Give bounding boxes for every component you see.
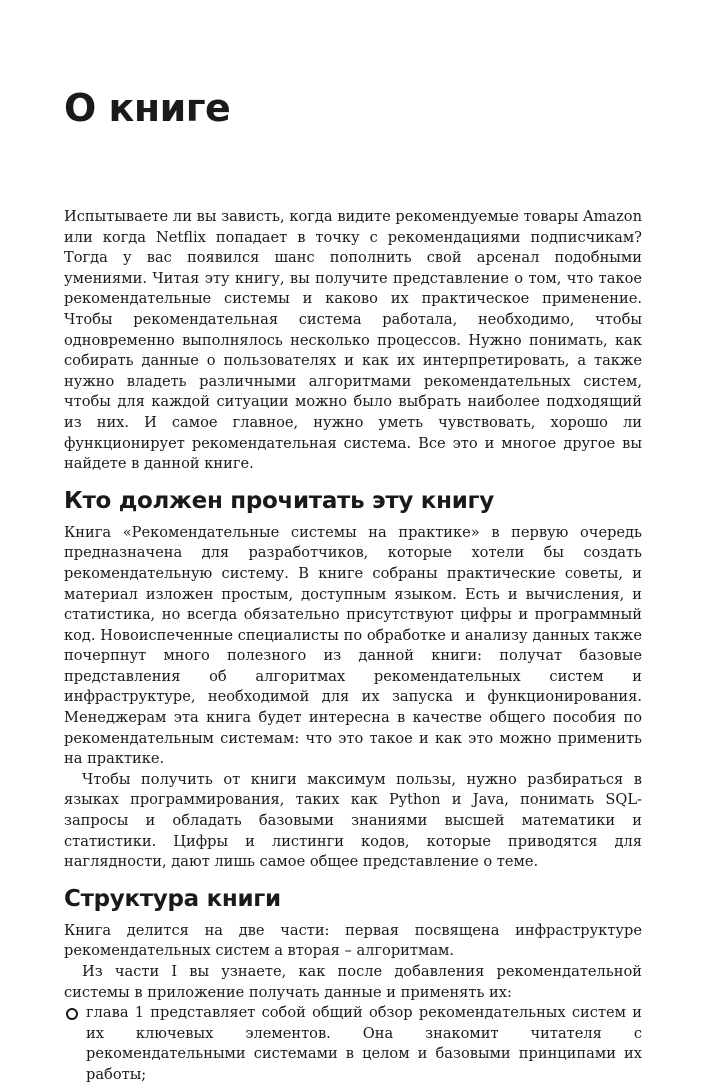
list-item <box>64 1003 642 1085</box>
intro-paragraph: Испытываете ли вы зависть, когда видите рекомендуемые товары Amazon или когда Netflix попадает в точку с рекомендациями подписчикам? Тогда у вас появился шанс пополнить свой арсенал подобными умениями. Читая эту книгу, вы получите представление о том, что такое рекомендательные системы и каково их практическое применение. Чтобы рекомендательная система работала, необходимо, чтобы одновременно выполнялось несколько процессов. Нужно понимать, как собирать данные о пользователях и как их интерпретировать, а также нужно владеть различными алгоритмами рекомендательных систем, чтобы для каждой ситуации можно было выбрать наиболее подходящий из них. И самое главное, нужно уметь чувствовать, хорошо ли функционирует рекомендательная система. Все это и многое другое вы найдете в данной книге. <box>64 208 642 473</box>
audience-paragraph-2: Чтобы получить от книги максимум пользы, нужно разбираться в языках программирования, таких как Python и Java, понимать SQL-запросы и обладать базовыми знаниями высшей математики и статистики. Цифры и листинги кодов, которые приводятся для наглядности, дают лишь самое общее представление о теме. <box>64 770 642 871</box>
body-flow <box>64 207 642 1086</box>
structure-paragraph-2: Из части I вы узнаете, как после добавления рекомендательной системы в приложение получать данные и применять их: <box>64 963 642 1001</box>
circle-bullet-icon <box>66 1008 78 1020</box>
structure-heading: Структура книги <box>64 885 281 912</box>
chapter-title: О книге <box>64 86 231 130</box>
audience-paragraph-1: Книга «Рекомендательные системы на практике» в первую очередь предназначена для разработчиков, которые хотели бы создать рекомендательную систему. В книге собраны практические советы, и материал изложен простым, доступным языком. Есть и вычисления, и статистика, но всегда обязательно присутствуют цифры и программный код. Новоиспеченные специалисты по обработке и анализу данных также почерпнут много полезного из данной книги: получат базовые представления об алгоритмах рекомендательных систем и инфраструктуре, необходимой для их запуска и функционирования. Менеджерам эта книга будет интересна в качестве общего пособия по рекомендательным системам: что это такое и как это можно применить на практике. <box>64 523 642 768</box>
audience-heading: Кто должен прочитать эту книгу <box>64 487 494 514</box>
chapter-list <box>64 1003 642 1085</box>
structure-paragraph-1: Книга делится на две части: первая посвящена инфраструктуре рекомендательных систем а вторая – алгоритмам. <box>64 921 642 960</box>
list-item-text: глава 1 представляет собой общий обзор рекомендательных систем и их ключевых элементов. Она знакомит читателя с рекомендательными системами в целом и базовыми принципами их работы; <box>86 1004 642 1083</box>
